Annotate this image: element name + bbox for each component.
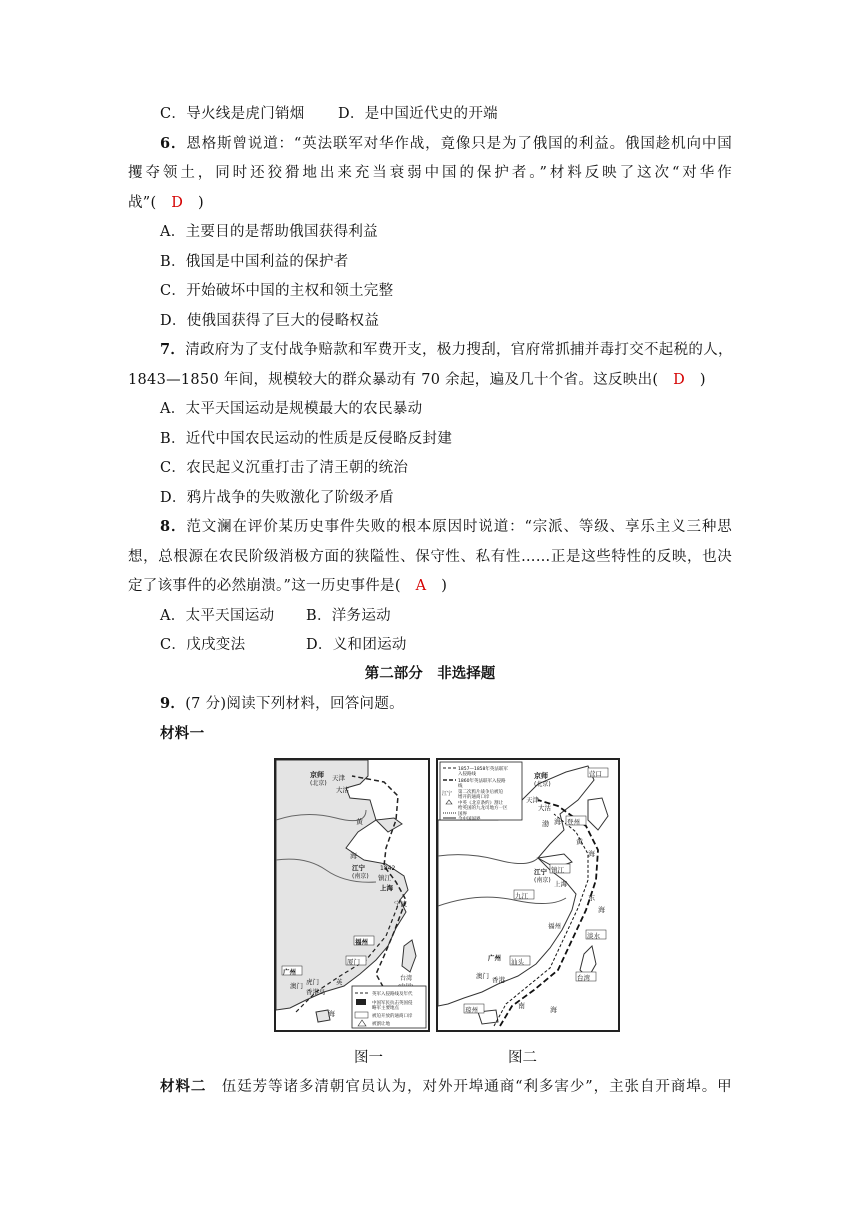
q7-option-c: C．农民起义沉重打击了清王朝的统治: [160, 460, 409, 476]
q6-text-1: 恩格斯曾说道：“英法联军对华作战，竟像只是为了俄国的利益。俄国趁机向中国: [186, 136, 732, 152]
q8-stem-line3: [128, 576, 732, 596]
svg-text:第二次鸦片战争后被迫: 第二次鸦片战争后被迫: [458, 790, 503, 795]
svg-text:香港岛: 香港岛: [306, 988, 326, 996]
q9-stem: [160, 694, 764, 714]
q5-options-cd: [160, 104, 764, 124]
q5-option-d: D．是中国近代史的开端: [338, 106, 498, 122]
q8-number: 8．: [160, 518, 187, 535]
figure-1-caption: 图一: [354, 1050, 383, 1066]
q8-option-b: B．洋务运动: [306, 608, 391, 624]
material-2-label: 材料二: [160, 1078, 207, 1095]
q6-paren-open: 战”(: [128, 195, 172, 211]
svg-text:江宁: 江宁: [352, 864, 365, 872]
svg-text:(北京): (北京): [310, 780, 327, 787]
section-2-title: 第二部分 非选择题: [364, 665, 496, 682]
svg-text:登州: 登州: [567, 818, 580, 826]
svg-text:海: 海: [350, 852, 357, 860]
svg-text:汕头: 汕头: [511, 958, 524, 966]
svg-text:营口: 营口: [589, 770, 602, 778]
svg-text:澳门: 澳门: [476, 972, 489, 980]
svg-text:(北京): (北京): [534, 781, 551, 788]
svg-text:香港: 香港: [492, 976, 505, 984]
q8-option-a: A．太平天国运动: [160, 608, 275, 624]
map-1-taiwan: [402, 940, 416, 972]
svg-text:渤: 渤: [542, 820, 549, 828]
svg-text:上海: 上海: [380, 884, 393, 892]
q5-option-c: C．导火线是虎门销烟: [160, 106, 305, 122]
q7-text-2: 1843—1850 年间，规模较大的群众暴动有 70 余起，遍及几十个省。这反映出(: [128, 372, 674, 388]
q8-option-c: C．戊戌变法: [160, 637, 246, 653]
svg-text:1857—1858年英法联军: 1857—1858年英法联军: [458, 767, 508, 772]
material-1-label: 材料一: [160, 725, 205, 742]
q7-option-b: B．近代中国农民运动的性质是反侵略反封建: [160, 431, 453, 447]
svg-text:镇江: 镇江: [378, 874, 391, 882]
q6-option-d: D．使俄国获得了巨大的侵略权益: [160, 313, 380, 329]
svg-text:增开的通商口岸: 增开的通商口岸: [458, 795, 490, 800]
map-1-drawing: [276, 760, 428, 1030]
q6-paren-close: ): [183, 195, 204, 211]
q6-stem-line2: 攫夺领土，同时还狡猾地出来充当衰弱中国的保护者。”材料反映了这次“对华作: [128, 165, 732, 181]
q9-number: 9．: [160, 695, 186, 712]
q7-answer: D: [673, 372, 686, 388]
svg-text:略军主要地点: 略军主要地点: [372, 1006, 399, 1011]
svg-text:虎门: 虎门: [306, 978, 319, 986]
q7-option-a: A．太平天国运动是规模最大的农民暴动: [160, 401, 423, 417]
q7-stem-line1: [160, 340, 732, 360]
q7-option-d: D．鸦片战争的失败激化了阶级矛盾: [160, 490, 394, 506]
q6-answer: D: [171, 195, 184, 211]
q8-answer: A: [415, 578, 427, 594]
q7-paren-close: ): [685, 372, 706, 388]
svg-text:台湾: 台湾: [400, 975, 413, 982]
material-2-text: [206, 1079, 221, 1095]
svg-text:黄: 黄: [356, 818, 363, 826]
map-2-drawing: [438, 760, 618, 1030]
svg-text:被迫开放的通商口岸: 被迫开放的通商口岸: [372, 1014, 413, 1019]
material-2-body: 伍廷芳等诸多清朝官员认为，对外开埠通商“利多害少”，主张自开商埠。甲: [221, 1079, 732, 1095]
svg-text:福州: 福州: [548, 922, 561, 930]
q8-option-d: D．义和团运动: [306, 637, 407, 653]
svg-text:江宁: 江宁: [534, 868, 547, 876]
svg-text:厦门: 厦门: [347, 958, 360, 966]
q6-stem-line1: [160, 134, 732, 154]
svg-text:广州: 广州: [488, 954, 501, 962]
q6-option-c: C．开始破坏中国的主权和领土完整: [160, 283, 394, 299]
svg-text:中国军民抗击英国侵: 中国军民抗击英国侵: [372, 1001, 413, 1006]
q6-option-a: A．主要目的是帮助俄国获得利益: [160, 224, 378, 240]
svg-text:海: 海: [550, 1006, 557, 1014]
q8-options-cd: [160, 635, 764, 655]
map-figure-1: [274, 758, 430, 1032]
svg-text:京师: 京师: [310, 771, 324, 779]
svg-text:英: 英: [336, 978, 343, 986]
svg-text:1860年英法联军入侵路: 1860年英法联军入侵路: [458, 779, 506, 784]
q8-text-3: 定了该事件的必然崩溃。”这一历史事件是(: [128, 578, 416, 594]
svg-text:国界: 国界: [458, 812, 467, 817]
q6-stem-line3: [128, 193, 732, 213]
material-2-line1: [160, 1077, 732, 1097]
svg-text:天津: 天津: [526, 796, 539, 804]
q7-text-1: 清政府为了支付战争赔款和军费开支，极力搜刮，官府常抓捕并毒打交不起税的人，: [185, 342, 733, 358]
q8-text-1: 范文澜在评价某历史事件失败的根本原因时说道：“宗派、等级、享乐主义三种思: [186, 519, 732, 535]
svg-text:宁波: 宁波: [394, 900, 407, 908]
svg-text:中英《北京条约》割让: 中英《北京条约》割让: [458, 801, 503, 806]
svg-text:黄: 黄: [576, 838, 583, 846]
svg-text:线: 线: [458, 784, 463, 789]
svg-text:台湾: 台湾: [577, 974, 590, 982]
svg-text:被割让地: 被割让地: [372, 1022, 390, 1027]
map-figure-2: [436, 758, 620, 1032]
svg-text:东: 东: [588, 894, 595, 902]
figure-2-caption: 图二: [508, 1050, 537, 1066]
svg-text:天津: 天津: [332, 774, 345, 782]
svg-text:广州: 广州: [283, 968, 296, 976]
svg-text:淡水: 淡水: [587, 932, 600, 940]
svg-text:琼州: 琼州: [465, 1006, 478, 1014]
q7-stem-line2: [128, 370, 732, 390]
svg-text:1842: 1842: [380, 865, 396, 872]
svg-text:英军入侵路线及年代: 英军入侵路线及年代: [372, 992, 413, 997]
svg-text:九江: 九江: [515, 892, 528, 900]
svg-text:澳门: 澳门: [290, 982, 303, 990]
svg-text:江宁: 江宁: [442, 791, 453, 797]
q7-number: 7．: [160, 341, 186, 358]
q8-stem-line2: 想，总根源在农民阶级消极方面的狭隘性、保守性、私有性……正是这些特性的反映，也决: [128, 549, 732, 565]
svg-text:镇江: 镇江: [551, 866, 564, 874]
svg-text:海: 海: [588, 850, 595, 858]
svg-text:南: 南: [518, 1002, 525, 1010]
svg-text:给英国的九龙司地方一区: 给英国的九龙司地方一区: [458, 806, 508, 811]
svg-text:(南京): (南京): [352, 873, 369, 880]
q6-number: 6．: [160, 135, 187, 152]
svg-text:海: 海: [554, 818, 561, 826]
q8-options-ab: [160, 606, 764, 626]
svg-text:今中国国界: 今中国国界: [458, 817, 481, 822]
q8-stem-line1: [160, 517, 732, 537]
svg-text:海: 海: [328, 1010, 335, 1018]
svg-text:福州: 福州: [355, 938, 368, 946]
svg-text:京师: 京师: [534, 772, 548, 780]
svg-text:大沽: 大沽: [538, 804, 551, 812]
svg-text:入侵路线: 入侵路线: [458, 772, 476, 777]
svg-text:上海: 上海: [554, 880, 567, 888]
q8-paren-close: ): [426, 578, 448, 594]
svg-text:海: 海: [598, 906, 605, 914]
svg-text:大沽: 大沽: [336, 786, 349, 794]
q9-text: (7 分)阅读下列材料，回答问题。: [185, 696, 404, 712]
q6-option-b: B．俄国是中国利益的保护者: [160, 254, 349, 270]
svg-text:(南京): (南京): [534, 877, 551, 884]
